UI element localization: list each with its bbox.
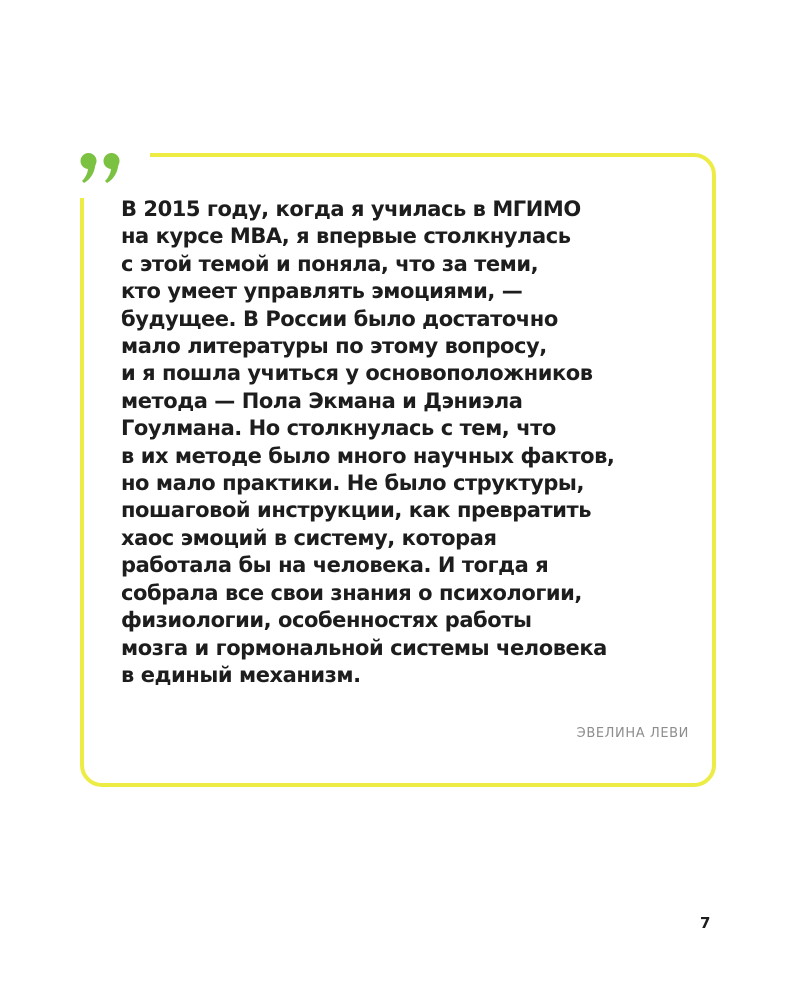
quote-icon	[78, 150, 124, 186]
quote-line: собрала все свои знания о психологии,	[121, 580, 582, 605]
quote-line: работала бы на человека. И тогда я	[121, 553, 549, 578]
quote-line: физиологии, особенностях работы	[121, 608, 532, 633]
page-number: 7	[700, 914, 711, 932]
quote-line: мозга и гормональной системы человека	[121, 635, 607, 660]
quote-line: пошаговой инструкции, как превратить	[121, 498, 592, 523]
quote-line: метода — Пола Экмана и Дэниэла	[121, 388, 523, 413]
quote-line: на курсе МВА, я впервые столкнулась	[121, 224, 571, 249]
quote-text	[121, 196, 681, 689]
quote-line: кто умеет управлять эмоциями, —	[121, 279, 523, 304]
quote-line: но мало практики. Не было структуры,	[121, 471, 584, 496]
quote-line: и я пошла учиться у основоположников	[121, 361, 593, 386]
quote-line: с этой темой и поняла, что за теми,	[121, 251, 539, 276]
quote-line: хаос эмоций в систему, которая	[121, 525, 497, 550]
quote-author: ЭВЕЛИНА ЛЕВИ	[576, 726, 689, 741]
quote-line: в единый механизм.	[121, 662, 361, 687]
quote-line: будущее. В России было достаточно	[121, 306, 558, 331]
quote-line: В 2015 году, когда я училась в МГИМО	[121, 197, 581, 221]
quote-line: Гоулмана. Но столкнулась с тем, что	[121, 416, 556, 441]
quote-line: в их методе было много научных фактов,	[121, 443, 615, 468]
quote-line: мало литературы по этому вопросу,	[121, 334, 547, 359]
